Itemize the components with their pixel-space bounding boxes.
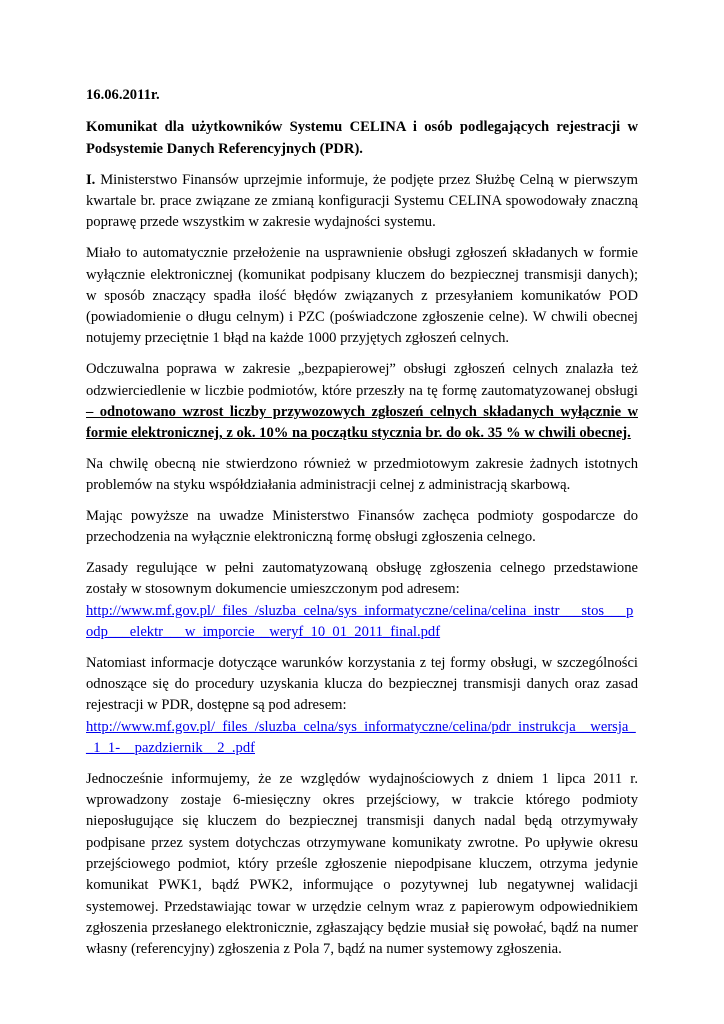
paragraph-conditions-text: Natomiast informacje dotyczące warunków korzystania z tej formy obsługi, w szczególności odnoszące się do procedury uzyskania klucza do bezpiecznej transmisji danych oraz zasad rejestracji w PDR, dostępne są pod adresem: [86, 654, 638, 714]
document-date: 16.06.2011r. [86, 87, 160, 103]
paragraph-intro [86, 170, 638, 234]
paragraph-rules [86, 558, 638, 643]
document-page [86, 85, 638, 970]
paragraph-intro-text: Ministerstwo Finansów uprzejmie informuje, że podjęte przez Służbę Celną w pierwszym kwartale br. prace związane ze zmianą konfiguracji Systemu CELINA spowodowały znaczną poprawę przede wszystkim w zakresie wydajności systemu. [86, 171, 639, 231]
paragraph-errors: Miało to automatycznie przełożenie na usprawnienie obsługi zgłoszeń składanych w formie wyłącznie elektronicznej (komunikat podpisany kluczem do bezpiecznej transmisji danych); w sposób znaczący spadła ilość błędów związanych z przesyłaniem komunikatów POD (powiadomienie o długu celnym) i PZC (poświadczone zgłoszenie celne). W chwili obecnej notujemy przeciętnie 1 błąd na każde 1000 przyjętych zgłoszeń celnych. [86, 245, 638, 347]
paragraph-no-problems: Na chwilę obecną nie stwierdzono również w przedmiotowym zakresie żadnych istotnych problemów na styku współdziałania administracji celnej z administracją skarbową. [86, 455, 638, 494]
document-title: Komunikat dla użytkowników Systemu CELINA i osób podlegających rejestracji w Podsystemie Danych Referencyjnych (PDR). [86, 119, 638, 157]
paragraph-improvement [86, 359, 638, 444]
paragraph-encouragement: Mając powyższe na uwadze Ministerstwo Finansów zachęca podmioty gospodarcze do przechodzenia na wyłącznie elektroniczną formę obsługi zgłoszenia celnego. [86, 508, 638, 546]
paragraph-conditions [86, 653, 638, 759]
paragraph-improvement-text: Odczuwalna poprawa w zakresie „bezpapierowej” obsługi zgłoszeń celnych znalazła też odzwierciedlenie w liczbie podmiotów, które przeszły na tę formę zautomatyzowanej obsługi [86, 361, 638, 399]
link-celina-instruction[interactable]: http://www.mf.gov.pl/_files_/sluzba_celna/sys_informatyczne/celina/celina_instr___stos___podp___elektr___w_imporcie__weryf_10_01_2011_final.pdf [86, 602, 634, 641]
paragraph-improvement-emphasis: – odnotowano wzrost liczby przywozowych zgłoszeń celnych składanych wyłącznie w formie elektronicznej, z ok. 10% na początku stycznia br. do ok. 35 % w chwili obecnej. [86, 403, 638, 442]
link-pdr-instruction[interactable]: http://www.mf.gov.pl/_files_/sluzba_celna/sys_informatyczne/celina/pdr_instrukcja__wersja__1_1-__pazdziernik__2_.pdf [86, 718, 636, 757]
paragraph-transition: Jednocześnie informujemy, że ze względów wydajnościowych z dniem 1 lipca 2011 r. wprowadzony zostaje 6-miesięczny okres przejściowy, w trakcie którego podmioty nieposługujące się kluczem do bezpiecznej transmisji danych nadal będą otrzymywały podpisane przez system dotychczas otrzymywane komunikaty zwrotne. Po upływie okresu przejściowego podmiot, który prześle zgłoszenie niepodpisane kluczem, otrzyma jedynie komunikat PWK1, bądź PWK2, informujące o pozytywnej lub negatywnej walidacji systemowej. Przedstawiając towar w urzędzie celnym wraz z papierowym odpowiednikiem zgłoszenia przesłanego elektronicznie, zgłaszający będzie musiał się powołać, bądź na numer własny (referencyjny) zgłoszenia z Pola 7, bądź na numer systemowy zgłoszenia. [86, 770, 638, 958]
section-number: I. [86, 171, 96, 188]
paragraph-rules-text: Zasady regulujące w pełni zautomatyzowaną obsługę zgłoszenia celnego przedstawione zostały w stosownym dokumencie umieszczonym pod adresem: [86, 560, 638, 598]
